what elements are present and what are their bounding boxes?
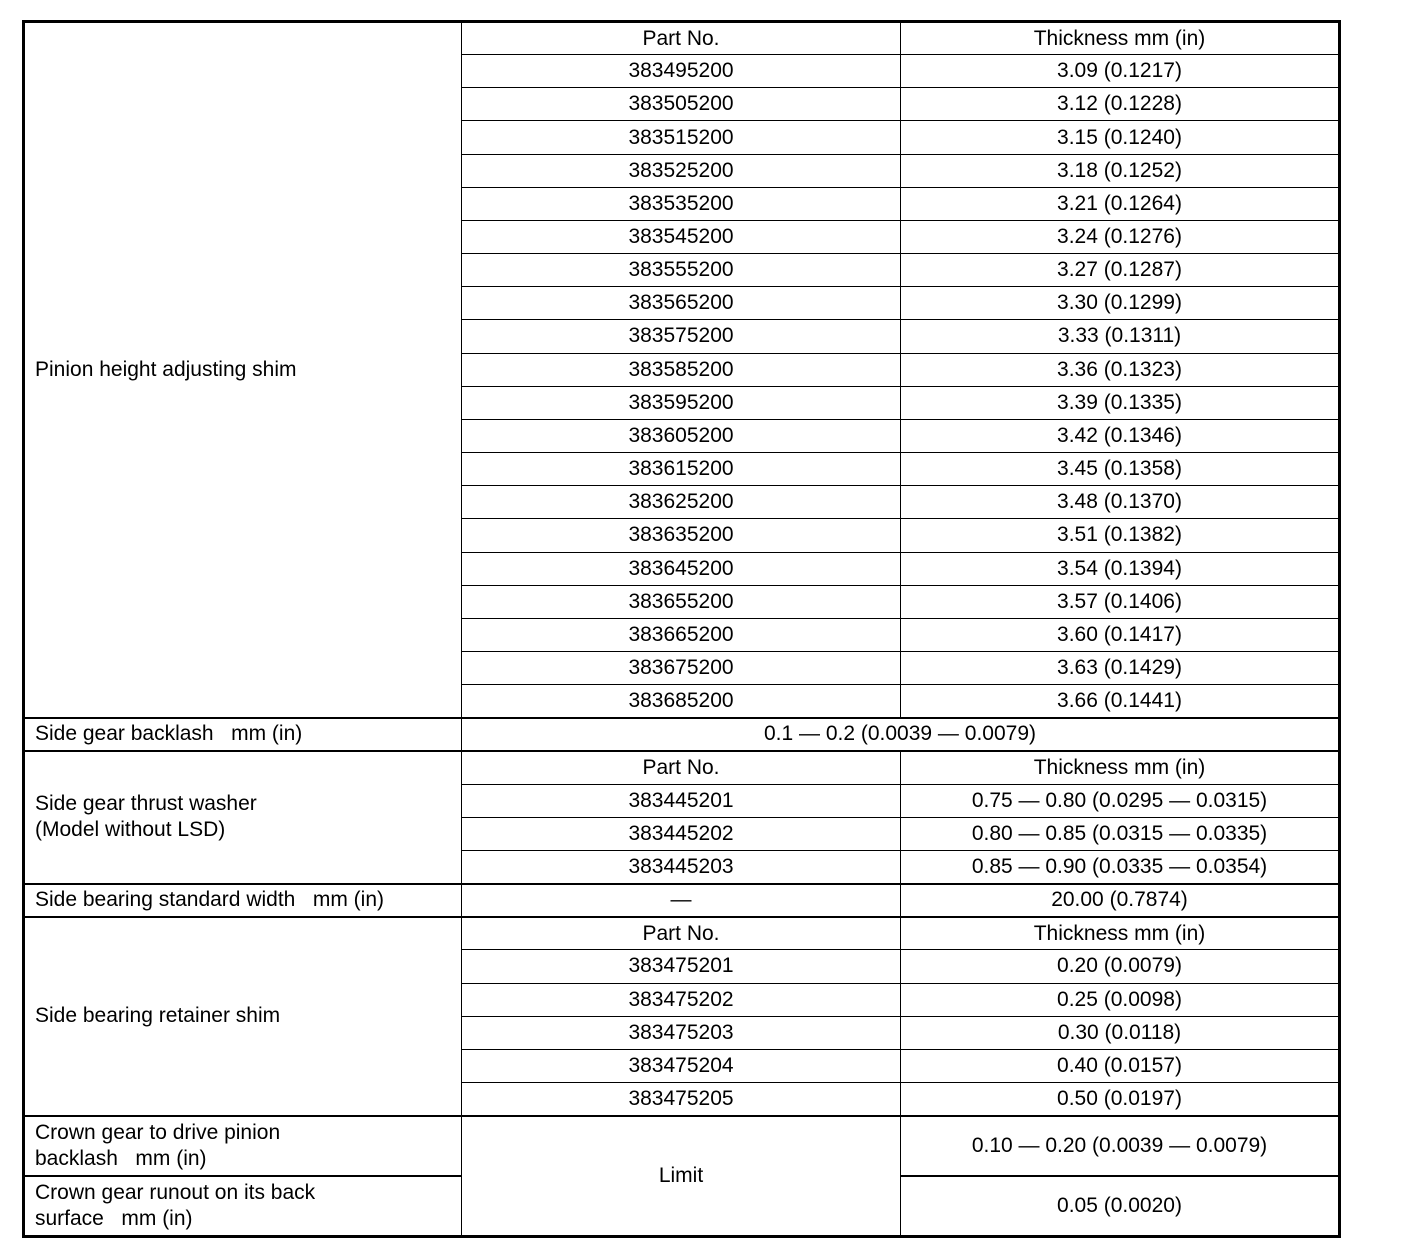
thickness-value: 3.60 (0.1417) bbox=[901, 618, 1340, 651]
side-gear-backlash-row bbox=[24, 718, 1340, 751]
crown-runout-label bbox=[24, 1176, 462, 1237]
crown-backlash-label-line2: backlash mm (in) bbox=[35, 1146, 207, 1170]
side-gear-backlash-value: 0.1 — 0.2 (0.0039 — 0.0079) bbox=[462, 718, 1340, 751]
side-bearing-width-value: 20.00 (0.7874) bbox=[901, 884, 1340, 917]
part-number: 383645200 bbox=[462, 552, 901, 585]
part-number: 383475205 bbox=[462, 1083, 901, 1116]
part-number: 383445201 bbox=[462, 784, 901, 817]
thickness-value: 0.50 (0.0197) bbox=[901, 1083, 1340, 1116]
part-number: 383505200 bbox=[462, 88, 901, 121]
part-number: 383675200 bbox=[462, 651, 901, 684]
thickness-value: 3.21 (0.1264) bbox=[901, 187, 1340, 220]
crown-runout-label-line2: surface mm (in) bbox=[35, 1206, 193, 1230]
thickness-value: 3.18 (0.1252) bbox=[901, 154, 1340, 187]
thrust-washer-label bbox=[24, 751, 462, 884]
side-bearing-width-row bbox=[24, 884, 1340, 917]
part-number: 383635200 bbox=[462, 519, 901, 552]
thickness-value: 3.48 (0.1370) bbox=[901, 486, 1340, 519]
thickness-value: 3.24 (0.1276) bbox=[901, 220, 1340, 253]
spec-table bbox=[22, 20, 1341, 1238]
crown-backlash-row bbox=[24, 1116, 1340, 1176]
thickness-value: 3.45 (0.1358) bbox=[901, 453, 1340, 486]
thrust-washer-label-line2: (Model without LSD) bbox=[35, 818, 226, 842]
side-bearing-width-part: — bbox=[462, 884, 901, 917]
thickness-value: 3.39 (0.1335) bbox=[901, 386, 1340, 419]
part-number: 383685200 bbox=[462, 685, 901, 718]
crown-backlash-label bbox=[24, 1116, 462, 1176]
thickness-value: 0.40 (0.0157) bbox=[901, 1049, 1340, 1082]
part-number: 383445202 bbox=[462, 817, 901, 850]
part-number: 383445203 bbox=[462, 850, 901, 883]
thickness-value: 3.33 (0.1311) bbox=[901, 320, 1340, 353]
thrust-washer-label-line1: Side gear thrust washer bbox=[35, 792, 257, 816]
thickness-value: 3.27 (0.1287) bbox=[901, 254, 1340, 287]
part-number: 383475203 bbox=[462, 1016, 901, 1049]
thickness-value: 0.25 (0.0098) bbox=[901, 983, 1340, 1016]
part-number: 383555200 bbox=[462, 254, 901, 287]
part-number: 383565200 bbox=[462, 287, 901, 320]
crown-backlash-label-line1: Crown gear to drive pinion bbox=[35, 1120, 281, 1144]
side-gear-backlash-label: Side gear backlash mm (in) bbox=[24, 718, 462, 751]
thickness-value: 3.63 (0.1429) bbox=[901, 651, 1340, 684]
pinion-shim-label: Pinion height adjusting shim bbox=[24, 22, 462, 718]
thickness-value: 0.85 — 0.90 (0.0335 — 0.0354) bbox=[901, 850, 1340, 883]
part-number: 383495200 bbox=[462, 55, 901, 88]
crown-runout-value: 0.05 (0.0020) bbox=[901, 1176, 1340, 1237]
thickness-value: 3.36 (0.1323) bbox=[901, 353, 1340, 386]
pinion-shim-header-row bbox=[24, 22, 1340, 55]
part-number: 383605200 bbox=[462, 419, 901, 452]
thickness-value: 0.80 — 0.85 (0.0315 — 0.0335) bbox=[901, 817, 1340, 850]
side-bearing-width-label: Side bearing standard width mm (in) bbox=[24, 884, 462, 917]
part-number: 383545200 bbox=[462, 220, 901, 253]
thickness-value: 3.30 (0.1299) bbox=[901, 287, 1340, 320]
limit-label: Limit bbox=[462, 1116, 901, 1237]
thickness-value: 3.54 (0.1394) bbox=[901, 552, 1340, 585]
retainer-shim-header-row bbox=[24, 917, 1340, 950]
part-number: 383475204 bbox=[462, 1049, 901, 1082]
thrust-washer-col-thickness: Thickness mm (in) bbox=[901, 751, 1340, 784]
thickness-value: 3.42 (0.1346) bbox=[901, 419, 1340, 452]
thickness-value: 3.12 (0.1228) bbox=[901, 88, 1340, 121]
part-number: 383535200 bbox=[462, 187, 901, 220]
thickness-value: 3.09 (0.1217) bbox=[901, 55, 1340, 88]
part-number: 383665200 bbox=[462, 618, 901, 651]
thickness-value: 3.57 (0.1406) bbox=[901, 585, 1340, 618]
thickness-value: 0.75 — 0.80 (0.0295 — 0.0315) bbox=[901, 784, 1340, 817]
part-number: 383655200 bbox=[462, 585, 901, 618]
part-number: 383615200 bbox=[462, 453, 901, 486]
thickness-value: 3.51 (0.1382) bbox=[901, 519, 1340, 552]
thickness-value: 3.15 (0.1240) bbox=[901, 121, 1340, 154]
part-number: 383515200 bbox=[462, 121, 901, 154]
retainer-shim-col-thickness: Thickness mm (in) bbox=[901, 917, 1340, 950]
pinion-shim-col-thickness: Thickness mm (in) bbox=[901, 22, 1340, 55]
thrust-washer-header-row bbox=[24, 751, 1340, 784]
thickness-value: 0.20 (0.0079) bbox=[901, 950, 1340, 983]
part-number: 383475201 bbox=[462, 950, 901, 983]
thickness-value: 0.30 (0.0118) bbox=[901, 1016, 1340, 1049]
crown-backlash-value: 0.10 — 0.20 (0.0039 — 0.0079) bbox=[901, 1116, 1340, 1176]
retainer-shim-col-part: Part No. bbox=[462, 917, 901, 950]
retainer-shim-label: Side bearing retainer shim bbox=[24, 917, 462, 1116]
part-number: 383585200 bbox=[462, 353, 901, 386]
part-number: 383625200 bbox=[462, 486, 901, 519]
part-number: 383525200 bbox=[462, 154, 901, 187]
part-number: 383575200 bbox=[462, 320, 901, 353]
pinion-shim-col-part: Part No. bbox=[462, 22, 901, 55]
thrust-washer-col-part: Part No. bbox=[462, 751, 901, 784]
crown-runout-label-line1: Crown gear runout on its back bbox=[35, 1180, 316, 1204]
thickness-value: 3.66 (0.1441) bbox=[901, 685, 1340, 718]
part-number: 383595200 bbox=[462, 386, 901, 419]
part-number: 383475202 bbox=[462, 983, 901, 1016]
